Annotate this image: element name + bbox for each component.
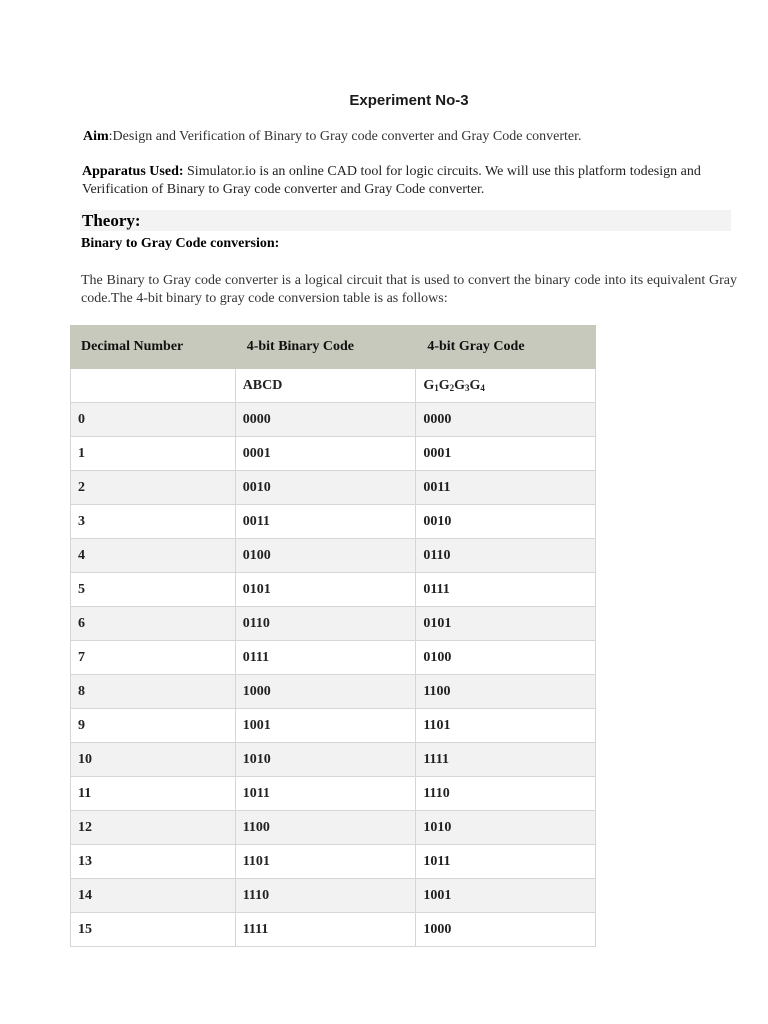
table-row [71, 811, 596, 845]
cell-binary: 0110 [235, 607, 416, 641]
cell-decimal: 2 [71, 471, 236, 505]
gray-index: 1 [434, 382, 439, 393]
cell-binary: 0111 [235, 641, 416, 675]
conversion-table [70, 325, 596, 947]
subheader-gray [416, 369, 596, 403]
gray-index: 3 [464, 382, 470, 393]
cell-binary: 1100 [235, 811, 416, 845]
cell-decimal: 12 [71, 811, 236, 845]
table-row [71, 607, 596, 641]
cell-binary: 1011 [235, 777, 416, 811]
cell-gray: 0000 [416, 403, 596, 437]
cell-binary: 1000 [235, 675, 416, 709]
gray-index: 4 [480, 382, 485, 393]
table-row [71, 709, 596, 743]
cell-gray: 1101 [416, 709, 596, 743]
table-row [71, 743, 596, 777]
cell-decimal: 5 [71, 573, 236, 607]
gray-index: 2 [449, 382, 455, 393]
cell-gray: 1111 [416, 743, 596, 777]
table-row [71, 573, 596, 607]
gray-letter: G [438, 377, 450, 393]
table-row [71, 403, 596, 437]
cell-binary: 0000 [235, 403, 416, 437]
cell-binary: 1111 [235, 913, 416, 947]
cell-decimal: 6 [71, 607, 236, 641]
apparatus-text: Simulator.io is an online CAD tool for logic circuits. We will use this platform todesign and Verification of Binary to Gray code converter and Gray Code converter. [82, 164, 701, 197]
cell-binary: 1110 [235, 879, 416, 913]
header-gray: 4-bit Gray Code [416, 326, 596, 369]
subheader-binary: ABCD [235, 369, 416, 403]
cell-binary: 0011 [235, 505, 416, 539]
cell-decimal: 0 [71, 403, 236, 437]
cell-binary: 0001 [235, 437, 416, 471]
cell-gray: 1001 [416, 879, 596, 913]
cell-binary: 1101 [235, 845, 416, 879]
cell-decimal: 7 [71, 641, 236, 675]
cell-decimal: 9 [71, 709, 236, 743]
section-subheading: Binary to Gray Code conversion: [81, 236, 280, 251]
cell-gray: 0001 [416, 437, 596, 471]
aim-text: :Design and Verification of Binary to Gray code converter and Gray Code converter. [108, 129, 582, 144]
cell-decimal: 11 [71, 777, 236, 811]
cell-gray: 0111 [416, 573, 596, 607]
cell-gray: 1000 [416, 913, 596, 947]
gray-letter: G [469, 377, 481, 393]
cell-decimal: 10 [71, 743, 236, 777]
header-binary: 4-bit Binary Code [235, 326, 416, 369]
table-header-row [71, 326, 596, 369]
cell-gray: 1110 [416, 777, 596, 811]
cell-decimal: 8 [71, 675, 236, 709]
cell-gray: 0010 [416, 505, 596, 539]
aim-line [83, 129, 582, 145]
theory-heading-background [80, 210, 731, 231]
aim-label: Aim [83, 129, 109, 144]
table-row [71, 675, 596, 709]
cell-decimal: 13 [71, 845, 236, 879]
cell-gray: 1100 [416, 675, 596, 709]
table-row [71, 437, 596, 471]
table-row [71, 505, 596, 539]
cell-gray: 0011 [416, 471, 596, 505]
cell-decimal: 4 [71, 539, 236, 573]
intro-paragraph: The Binary to Gray code converter is a logical circuit that is used to convert the binary code into its equivalent Gray code.The 4-bit binary to gray code conversion table is as follows: [81, 273, 737, 306]
cell-binary: 0101 [235, 573, 416, 607]
table-subheader-row [71, 369, 596, 403]
table-row [71, 539, 596, 573]
cell-decimal: 1 [71, 437, 236, 471]
cell-binary: 1001 [235, 709, 416, 743]
gray-letter: G [423, 377, 435, 393]
table-row [71, 777, 596, 811]
apparatus-label: Apparatus Used: [82, 164, 184, 179]
table-row [71, 879, 596, 913]
cell-gray: 0110 [416, 539, 596, 573]
page-title: Experiment No-3 [349, 92, 469, 109]
cell-gray: 0101 [416, 607, 596, 641]
table-row [71, 913, 596, 947]
table-row [71, 471, 596, 505]
cell-decimal: 14 [71, 879, 236, 913]
cell-decimal: 3 [71, 505, 236, 539]
header-decimal: Decimal Number [71, 326, 236, 369]
subheader-decimal [71, 369, 236, 403]
cell-binary: 0100 [235, 539, 416, 573]
table-row [71, 641, 596, 675]
theory-heading: Theory: [82, 211, 141, 230]
cell-binary: 1010 [235, 743, 416, 777]
apparatus-paragraph [82, 163, 742, 199]
cell-decimal: 15 [71, 913, 236, 947]
gray-letter: G [454, 377, 465, 393]
cell-gray: 1011 [416, 845, 596, 879]
cell-gray: 0100 [416, 641, 596, 675]
cell-gray: 1010 [416, 811, 596, 845]
table-row [71, 845, 596, 879]
cell-binary: 0010 [235, 471, 416, 505]
